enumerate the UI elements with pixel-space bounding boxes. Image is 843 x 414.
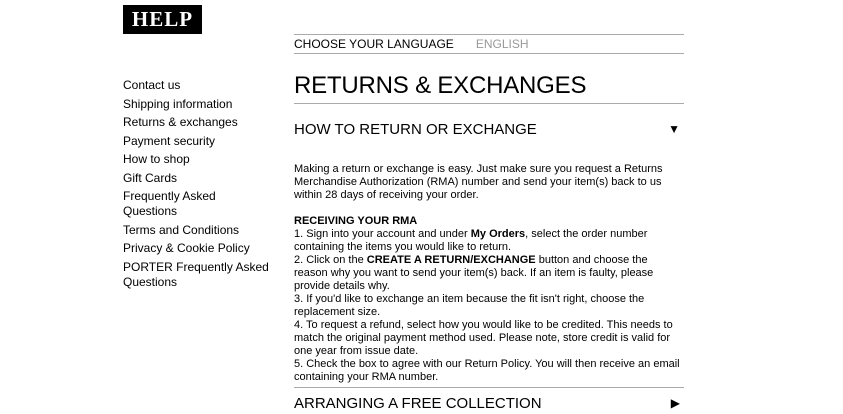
step-1-text: 1. Sign into your account and under <box>294 228 471 240</box>
language-selector[interactable] <box>294 34 684 54</box>
sidebar-item-terms[interactable]: Terms and Conditions <box>123 222 240 237</box>
accordion-free-collection[interactable] <box>294 392 684 414</box>
step-1 <box>294 228 684 254</box>
triangle-down-icon[interactable]: ▼ <box>668 122 680 136</box>
sidebar-item-shipping-information[interactable]: Shipping information <box>123 96 233 111</box>
step-2-text-end: button and choose the reason why you want to send your item(s) back. If an item is faulty, please provide details why. <box>294 254 654 292</box>
step-1-text-end: , select the order number containing the items you would like to return. <box>294 228 648 253</box>
intro-text: Making a return or exchange is easy. Just make sure you request a Returns Merchandise Authorization (RMA) number and send your item(s) back to us within 28 days of receiving your order. <box>294 163 663 201</box>
accordion-content <box>294 163 684 384</box>
sidebar-item-payment-security[interactable]: Payment security <box>123 133 216 148</box>
page-title: RETURNS & EXCHANGES <box>294 72 587 99</box>
section-divider <box>294 387 684 388</box>
accordion-title: HOW TO RETURN OR EXCHANGE <box>294 120 537 138</box>
step-5: 5. Check the box to agree with our Return Policy. You will then receive an email containing your RMA number. <box>294 358 680 383</box>
sidebar-item-privacy[interactable]: Privacy & Cookie Policy <box>123 241 250 255</box>
title-divider <box>294 103 684 104</box>
language-value[interactable]: ENGLISH <box>475 37 529 51</box>
triangle-right-icon[interactable]: ▶ <box>670 396 680 410</box>
my-orders-text: My Orders <box>470 228 526 240</box>
sidebar-item-gift-cards[interactable]: Gift Cards <box>123 170 178 185</box>
help-logo: HELP <box>123 5 202 34</box>
step-3: 3. If you'd like to exchange an item because the fit isn't right, choose the replacement size. <box>294 293 645 318</box>
step-2 <box>294 254 684 293</box>
accordion-title: ARRANGING A FREE COLLECTION <box>294 394 542 412</box>
step-4: 4. To request a refund, select how you would like to be credited. This needs to match the original payment method used. Please note, store credit is valid for one year from issue date. <box>294 319 673 357</box>
create-return-text: CREATE A RETURN/EXCHANGE <box>366 254 536 266</box>
sidebar-item-faq[interactable]: Frequently Asked Questions <box>123 189 216 218</box>
sidebar-item-returns-exchanges[interactable]: Returns & exchanges <box>123 115 238 129</box>
language-label: CHOOSE YOUR LANGUAGE <box>294 37 454 51</box>
rma-subheading: RECEIVING YOUR RMA <box>294 215 418 227</box>
accordion-how-to-return[interactable] <box>294 118 684 140</box>
sidebar-item-contact-us[interactable]: Contact us <box>123 78 181 92</box>
sidebar-item-porter-faq[interactable]: PORTER Frequently Asked Questions <box>123 259 269 289</box>
sidebar-nav <box>123 78 273 293</box>
step-2-text: 2. Click on the <box>294 254 367 266</box>
sidebar-item-how-to-shop[interactable]: How to shop <box>123 152 190 166</box>
